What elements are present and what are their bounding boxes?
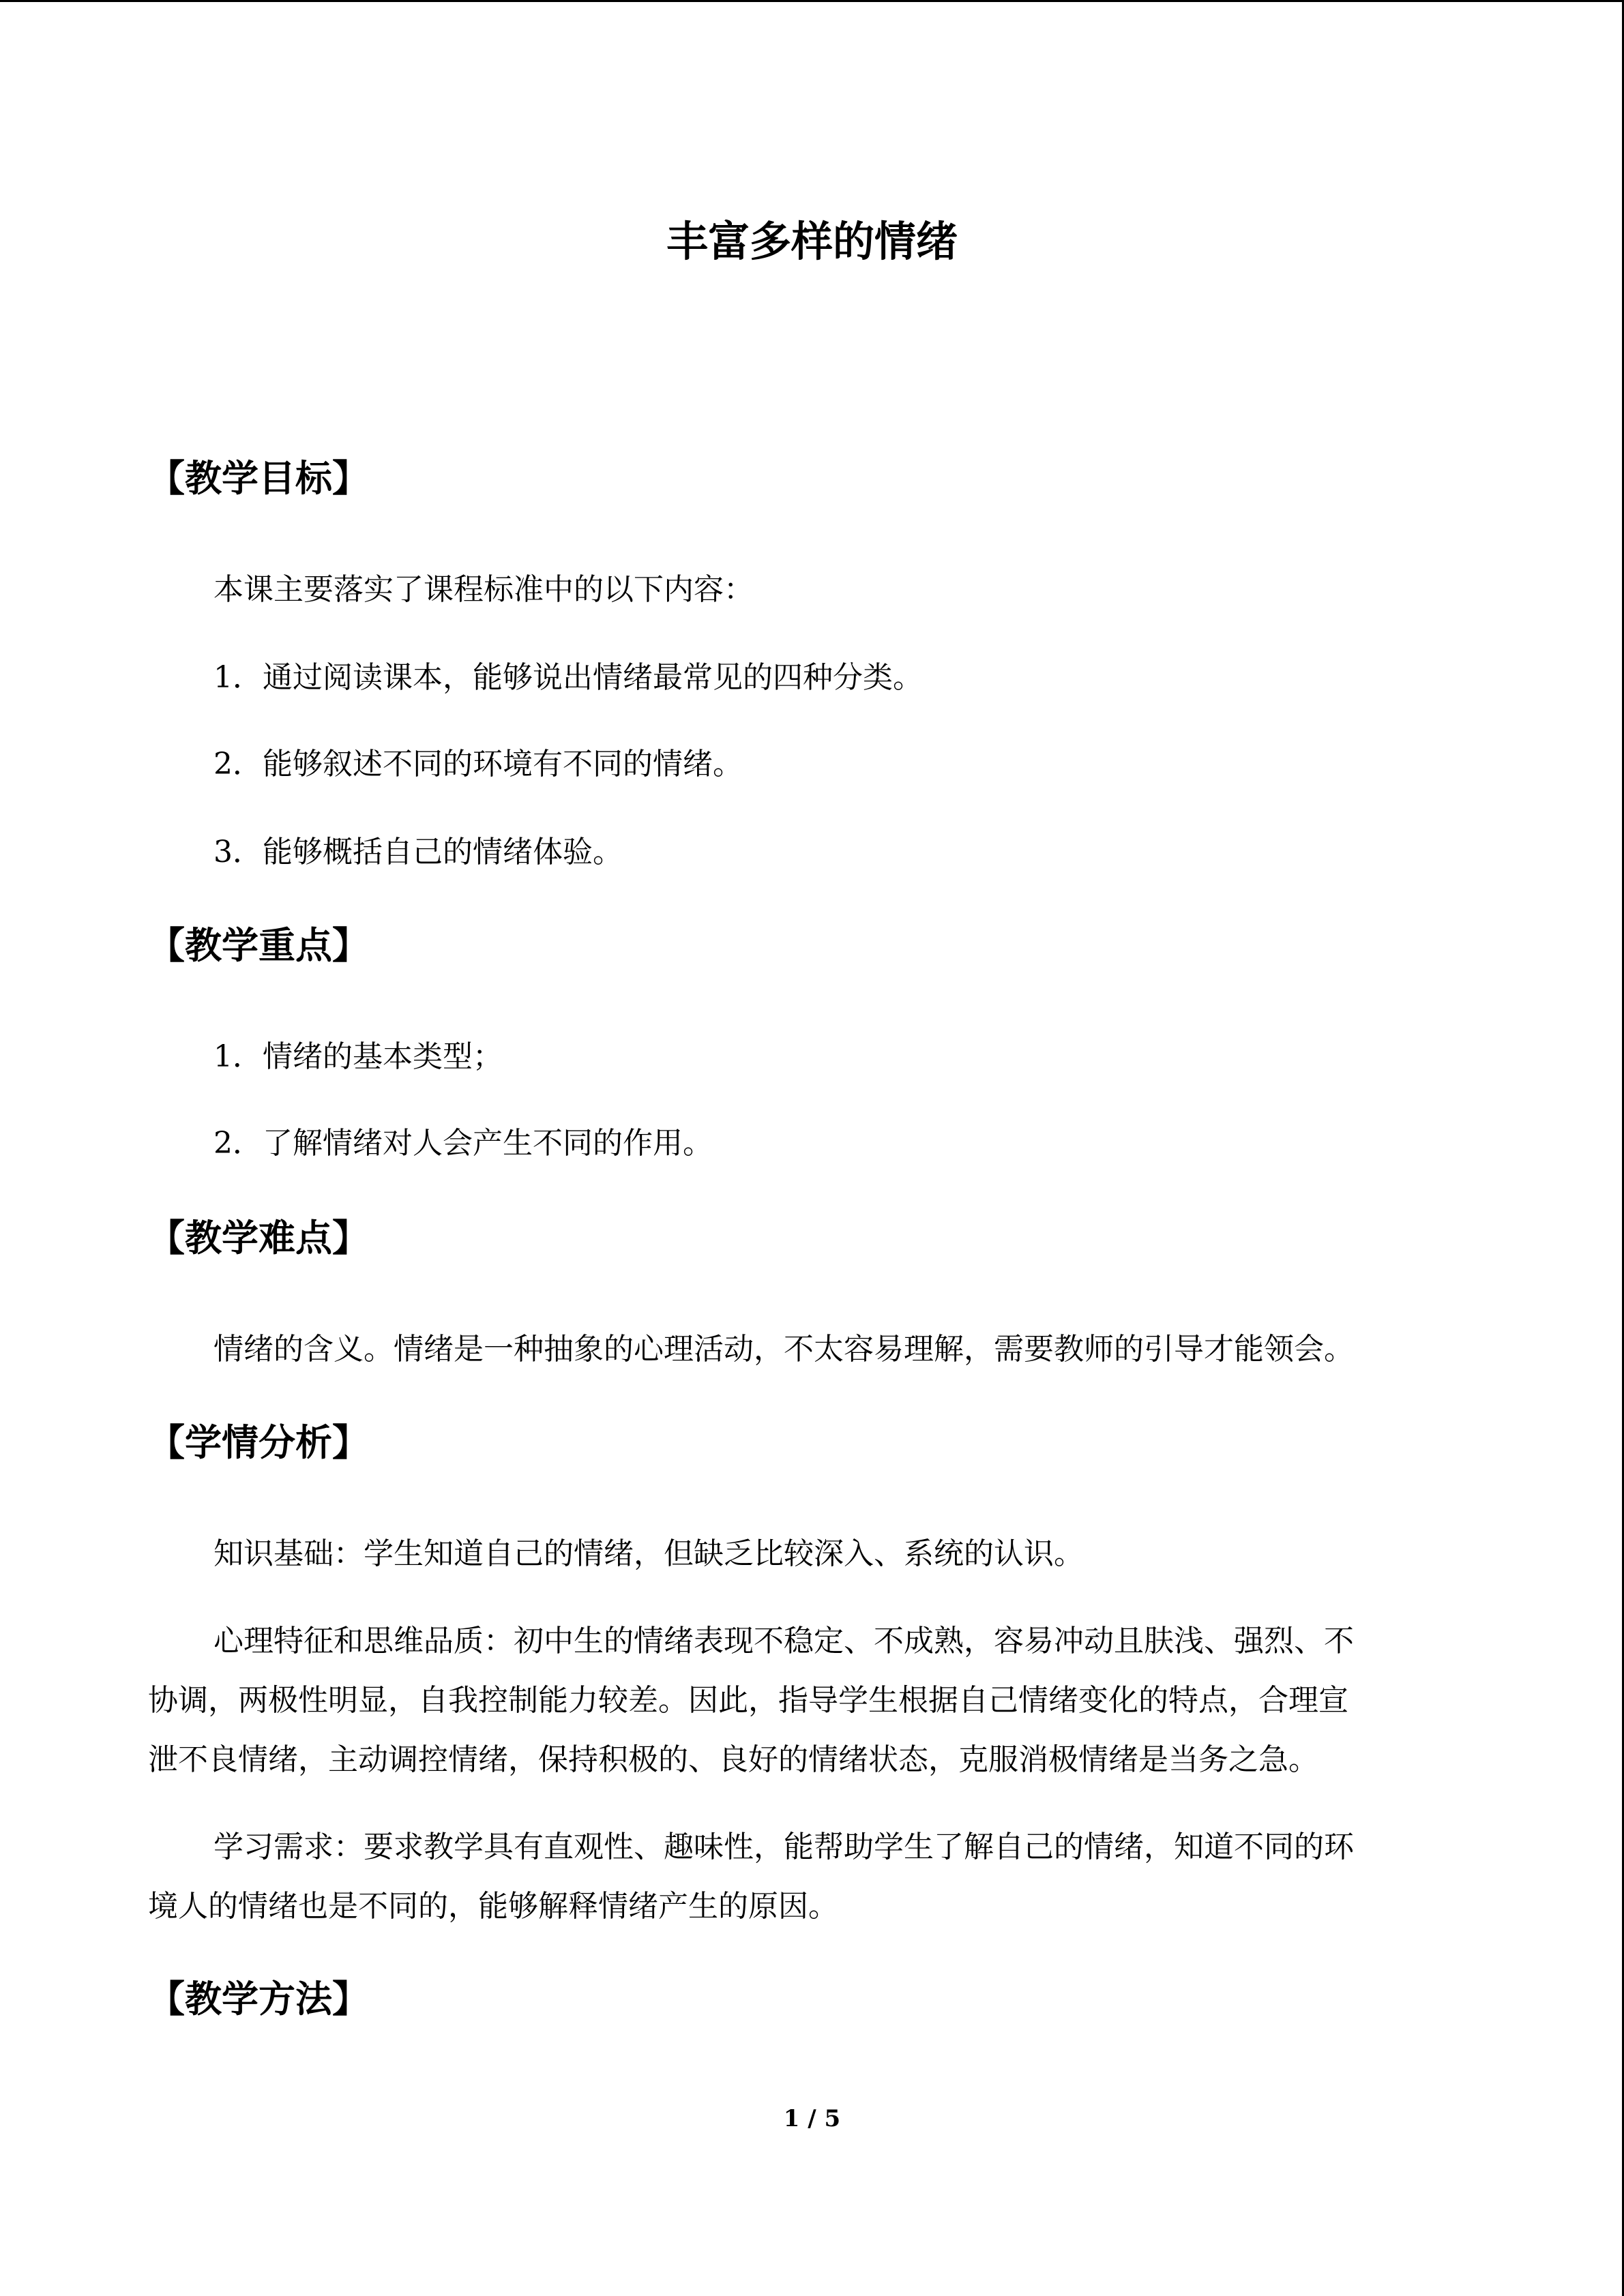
page-top-border (0, 0, 1624, 2)
page-number: 1 / 5 (783, 2105, 841, 2132)
paragraph-line: 心理特征和思维品质：初中生的情绪表现不稳定、不成熟，容易冲动且肤浅、强烈、不 (213, 1624, 1354, 1658)
paragraph-line: 泄不良情绪，主动调控情绪，保持积极的、良好的情绪状态，克服消极情绪是当务之急。 (148, 1742, 1318, 1777)
paragraph-line: 情绪的含义。情绪是一种抽象的心理活动，不太容易理解，需要教师的引导才能领会。 (213, 1332, 1354, 1367)
section-heading-teaching-methods: 【教学方法】 (148, 1978, 369, 2021)
section-heading-teaching-difficulty: 【教学难点】 (148, 1217, 369, 1259)
paragraph-line: 知识基础：学生知道自己的情绪，但缺乏比较深入、系统的认识。 (213, 1536, 1084, 1571)
document-title: 丰富多样的情绪 (666, 218, 958, 266)
paragraph-line: 境人的情绪也是不同的，能够解释情绪产生的原因。 (148, 1889, 838, 1924)
paragraph-line: 本课主要落实了课程标准中的以下内容： (213, 572, 754, 607)
list-item: 1．通过阅读课本，能够说出情绪最常见的四种分类。 (213, 660, 923, 695)
section-heading-teaching-objectives: 【教学目标】 (148, 457, 369, 500)
list-item: 3．能够概括自己的情绪体验。 (213, 835, 623, 869)
section-heading-teaching-focus: 【教学重点】 (148, 924, 369, 967)
section-heading-student-analysis: 【学情分析】 (148, 1421, 369, 1464)
paragraph-line: 协调，两极性明显，自我控制能力较差。因此，指导学生根据自己情绪变化的特点，合理宣 (148, 1683, 1348, 1718)
list-item: 2．了解情绪对人会产生不同的作用。 (213, 1126, 713, 1161)
list-item: 2．能够叙述不同的环境有不同的情绪。 (213, 747, 743, 781)
paragraph-line: 学习需求：要求教学具有直观性、趣味性，能帮助学生了解自己的情绪，知道不同的环 (213, 1830, 1354, 1864)
list-item: 1．情绪的基本类型； (213, 1039, 503, 1074)
